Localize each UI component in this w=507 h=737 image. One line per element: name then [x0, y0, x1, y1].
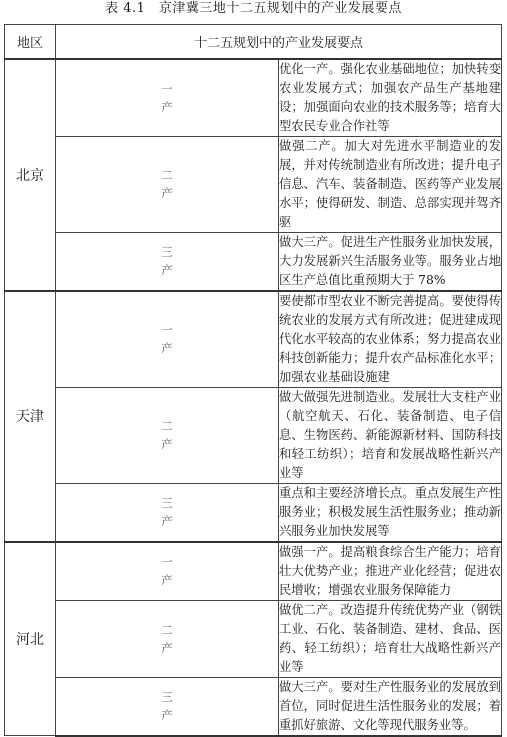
table-row [5, 291, 502, 388]
plan-text: 做大三产。促进生产性服务业加快发展，大力发展新兴生活服务业等。服务业占地区生产总值比重预期大于 78% [279, 232, 502, 291]
sector-label: 三产 [56, 677, 279, 736]
sector-label: 三产 [56, 232, 279, 291]
table-row [5, 232, 502, 291]
table-row [5, 136, 502, 232]
plan-text: 重点和主要经济增长点。重点发展生产性服务业；积极发展生活性服务业；推动新兴服务业加快发展等 [279, 483, 502, 542]
region-cell-hebei: 河北 [5, 542, 56, 736]
sector-label: 三产 [56, 483, 279, 542]
plan-text: 做强二产。加大对先进水平制造业的发展，并对传统制造业有所改进；提升电子信息、汽车、装备制造、医药等产业发展水平；使得研发、制造、总部实现并驾齐驱 [279, 136, 502, 232]
plan-text: 优化一产。强化农业基础地位；加快转变农业发展方式；加强农产品生产基地建设；加强面向农业的技术服务等；培育大型农民专业合作社等 [279, 59, 502, 137]
table-header-row [5, 25, 502, 59]
region-cell-tianjin: 天津 [5, 291, 56, 542]
table-row [5, 483, 502, 542]
header-content: 十二五规划中的产业发展要点 [56, 25, 502, 59]
table-row [5, 542, 502, 601]
sector-label: 一产 [56, 59, 279, 137]
table-row [5, 387, 502, 483]
sector-label: 二产 [56, 600, 279, 677]
plan-text: 做大做强先进制造业。发展壮大支柱产业（航空航天、石化、装备制造、电子信息、生物医药、新能源新材料、国防科技和轻工纺织）；培育和发展战略性新兴产业等 [279, 387, 502, 483]
header-region: 地区 [5, 25, 56, 59]
sector-label: 一产 [56, 291, 279, 388]
plan-text: 要使都市型农业不断完善提高。要使得传统农业的发展方式有所改进；促进建成现代化水平较高的农业体系；努力提高农业科技创新能力；提升农产品标准化水平；加强农业基础设施建 [279, 291, 502, 388]
table-row [5, 59, 502, 137]
table-row [5, 677, 502, 736]
plan-text: 做优二产。改造提升传统优势产业（钢铁工业、石化、装备制造、建材、食品、医药、轻工纺织）；培育壮大战略性新兴产业等 [279, 600, 502, 677]
table-row [5, 600, 502, 677]
region-cell-beijing: 北京 [5, 59, 56, 291]
industry-plan-table [4, 24, 502, 737]
table-caption: 表 4.1 京津冀三地十二五规划中的产业发展要点 [105, 1, 402, 16]
sector-label: 二产 [56, 387, 279, 483]
sector-label: 二产 [56, 136, 279, 232]
plan-text: 做大三产。要对生产性服务业的发展放到首位，同时促进生活性服务业的发展；着重抓好旅游、文化等现代服务业等。 [279, 677, 502, 736]
sector-label: 一产 [56, 542, 279, 601]
plan-text: 做强一产。提高粮食综合生产能力；培育壮大优势产业；推进产业化经营；促进农民增收；增强农业服务保障能力 [279, 542, 502, 601]
